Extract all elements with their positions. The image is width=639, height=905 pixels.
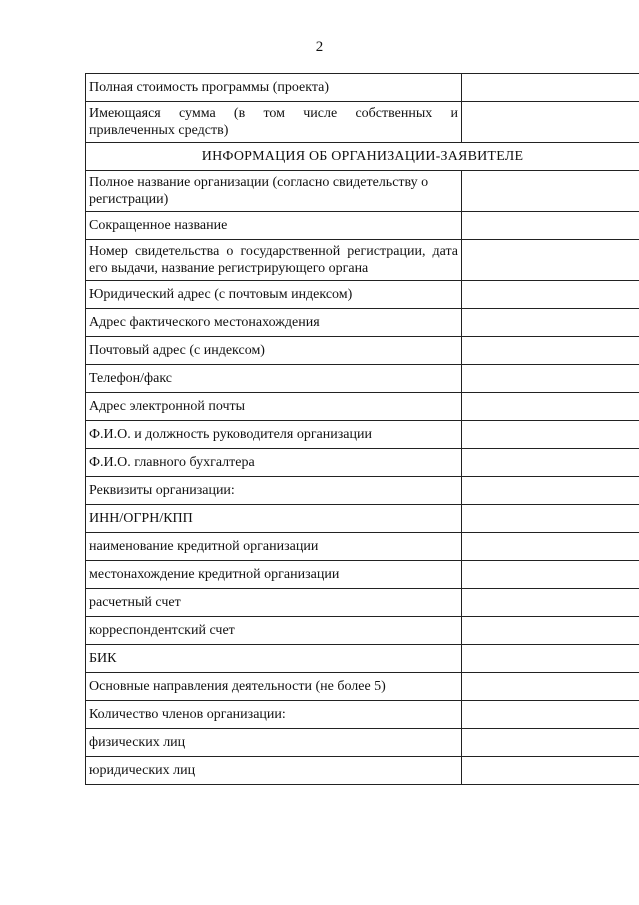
table-row xyxy=(86,477,639,505)
row-label: корреспондентский счет xyxy=(86,617,462,645)
row-value-cell[interactable] xyxy=(462,645,639,673)
table-row xyxy=(86,240,639,281)
row-label: Имеющаяся сумма (в том числе собственных и привлеченных средств) xyxy=(86,102,462,143)
table-row xyxy=(86,701,639,729)
row-value-cell[interactable] xyxy=(462,309,639,337)
table-row xyxy=(86,533,639,561)
row-label: Полное название организации (согласно свидетельству о регистрации) xyxy=(86,171,462,212)
row-label: Сокращенное название xyxy=(86,212,462,240)
row-value-cell[interactable] xyxy=(462,505,639,533)
row-value-cell[interactable] xyxy=(462,393,639,421)
row-label: юридических лиц xyxy=(86,757,462,785)
row-label: физических лиц xyxy=(86,729,462,757)
row-value-cell[interactable] xyxy=(462,561,639,589)
row-label: Телефон/факс xyxy=(86,365,462,393)
row-label: местонахождение кредитной организации xyxy=(86,561,462,589)
table-row xyxy=(86,673,639,701)
row-value-cell[interactable] xyxy=(462,701,639,729)
row-label: Адрес электронной почты xyxy=(86,393,462,421)
table-row xyxy=(86,589,639,617)
row-value-cell[interactable] xyxy=(462,337,639,365)
row-value-cell[interactable] xyxy=(462,673,639,701)
row-value-cell[interactable] xyxy=(462,74,639,102)
row-label: Адрес фактического местонахождения xyxy=(86,309,462,337)
row-label: Полная стоимость программы (проекта) xyxy=(86,74,462,102)
table-row xyxy=(86,74,639,102)
row-value-cell[interactable] xyxy=(462,102,639,143)
row-label: Количество членов организации: xyxy=(86,701,462,729)
table-row xyxy=(86,309,639,337)
section-header-row xyxy=(86,143,639,171)
row-value-cell[interactable] xyxy=(462,421,639,449)
row-label: Ф.И.О. главного бухгалтера xyxy=(86,449,462,477)
table-row xyxy=(86,421,639,449)
row-label: Номер свидетельства о государственной регистрации, дата его выдачи, название регистрирующего органа xyxy=(86,240,462,281)
table-row xyxy=(86,561,639,589)
row-value-cell[interactable] xyxy=(462,449,639,477)
table-row xyxy=(86,393,639,421)
table-row xyxy=(86,449,639,477)
row-value-cell[interactable] xyxy=(462,729,639,757)
row-value-cell[interactable] xyxy=(462,281,639,309)
row-value-cell[interactable] xyxy=(462,477,639,505)
page-number: 2 xyxy=(315,39,324,55)
table-row xyxy=(86,505,639,533)
section-header: ИНФОРМАЦИЯ ОБ ОРГАНИЗАЦИИ-ЗАЯВИТЕЛЕ xyxy=(86,143,639,171)
row-value-cell[interactable] xyxy=(462,365,639,393)
row-label: наименование кредитной организации xyxy=(86,533,462,561)
row-value-cell[interactable] xyxy=(462,171,639,212)
table-row xyxy=(86,645,639,673)
row-label: Основные направления деятельности (не более 5) xyxy=(86,673,462,701)
row-label: Реквизиты организации: xyxy=(86,477,462,505)
row-value-cell[interactable] xyxy=(462,589,639,617)
row-value-cell[interactable] xyxy=(462,533,639,561)
row-label: Почтовый адрес (с индексом) xyxy=(86,337,462,365)
row-label: Юридический адрес (с почтовым индексом) xyxy=(86,281,462,309)
row-label: ИНН/ОГРН/КПП xyxy=(86,505,462,533)
row-value-cell[interactable] xyxy=(462,212,639,240)
table-row xyxy=(86,617,639,645)
table-row xyxy=(86,171,639,212)
table-row xyxy=(86,365,639,393)
row-label: расчетный счет xyxy=(86,589,462,617)
application-form-table xyxy=(85,73,639,785)
table-row xyxy=(86,102,639,143)
table-row xyxy=(86,212,639,240)
row-value-cell[interactable] xyxy=(462,757,639,785)
row-label: БИК xyxy=(86,645,462,673)
table-row xyxy=(86,757,639,785)
row-value-cell[interactable] xyxy=(462,240,639,281)
table-row xyxy=(86,281,639,309)
table-row xyxy=(86,729,639,757)
row-value-cell[interactable] xyxy=(462,617,639,645)
row-label: Ф.И.О. и должность руководителя организации xyxy=(86,421,462,449)
table-row xyxy=(86,337,639,365)
